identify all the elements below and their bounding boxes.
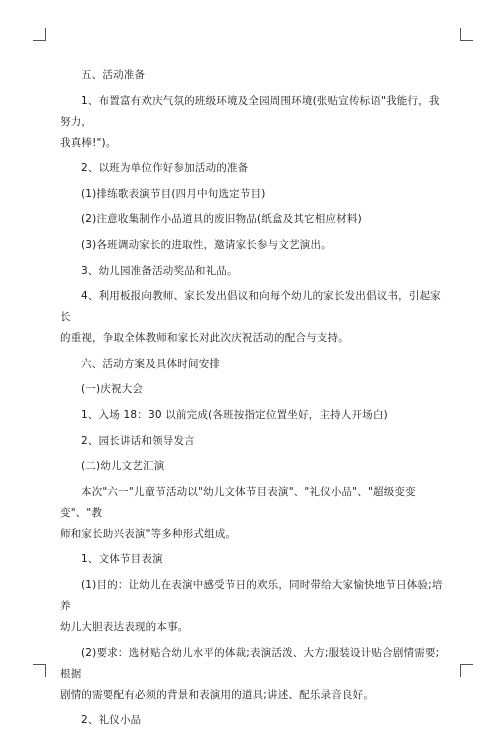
crop-mark-top-left: [33, 28, 46, 41]
crop-mark-top-right: [460, 28, 473, 41]
paragraph-line: (1)排练歌表演节目(四月中旬选定节目): [81, 187, 266, 200]
crop-mark-bottom-left: [33, 664, 46, 677]
paragraph-line: 的重视，争取全体教师和家长对此次庆祝活动的配合与支持。: [60, 332, 349, 345]
paragraph-line: (1)目的：让幼儿在表演中感受节日的欢乐，同时带给大家愉快地节日体验;培养: [60, 578, 443, 612]
paragraph-line: 2、礼仪小品: [81, 714, 142, 727]
paragraph-line: 我真棒!")。: [60, 136, 117, 149]
paragraph-line: 幼儿大胆表达表现的本事。: [60, 620, 189, 633]
paragraph-line: (2)注意收集制作小品道具的废旧物品(纸盒及其它相应材料): [81, 213, 362, 226]
paragraph-line: 剧情的需要配有必须的背景和表演用的道具;讲述、配乐录音良好。: [60, 688, 375, 701]
paragraph-line: (2)要求：选材贴合幼儿水平的体裁;表演活泼、大方;服装设计贴合剧情需要;根据: [60, 646, 440, 680]
paragraph-line: 2、园长讲话和领导发言: [81, 434, 195, 447]
paragraph-line: 师和家长助兴表演"等多种形式组成。: [60, 527, 237, 540]
paragraph-line: 4、利用板报向教师、家长发出倡议和向每个幼儿的家长发出倡议书，引起家长: [60, 290, 441, 324]
paragraph-line: 1、入场 18：30 以前完成(各班按指定位置坐好，主持人开场白): [81, 408, 388, 421]
paragraph-line: 2、以班为单位作好参加活动的准备: [81, 162, 249, 175]
paragraph-line: (3)各班调动家长的进取性，邀请家长参与文艺演出。: [81, 238, 332, 251]
subheading-performance: (二)幼儿文艺汇演: [81, 460, 165, 473]
paragraph-line: 本次"六一"儿童节活动以"幼儿文体节目表演"、"礼仪小品"、"超级变变变"、"教: [60, 485, 416, 519]
document-body: [60, 65, 445, 736]
section-heading-preparation: 五、活动准备: [81, 69, 146, 81]
paragraph-line: 1、布置富有欢庆气氛的班级环境及全园周围环境(张贴宣传标语"我能行，我努力，: [60, 94, 440, 128]
subheading-celebration: (一)庆祝大会: [81, 383, 144, 396]
paragraph-line: 1、文体节目表演: [81, 553, 163, 566]
section-heading-schedule: 六、活动方案及具体时间安排: [81, 357, 221, 370]
crop-mark-bottom-right: [460, 664, 473, 677]
paragraph-line: 3、幼儿园准备活动奖品和礼品。: [81, 264, 238, 277]
